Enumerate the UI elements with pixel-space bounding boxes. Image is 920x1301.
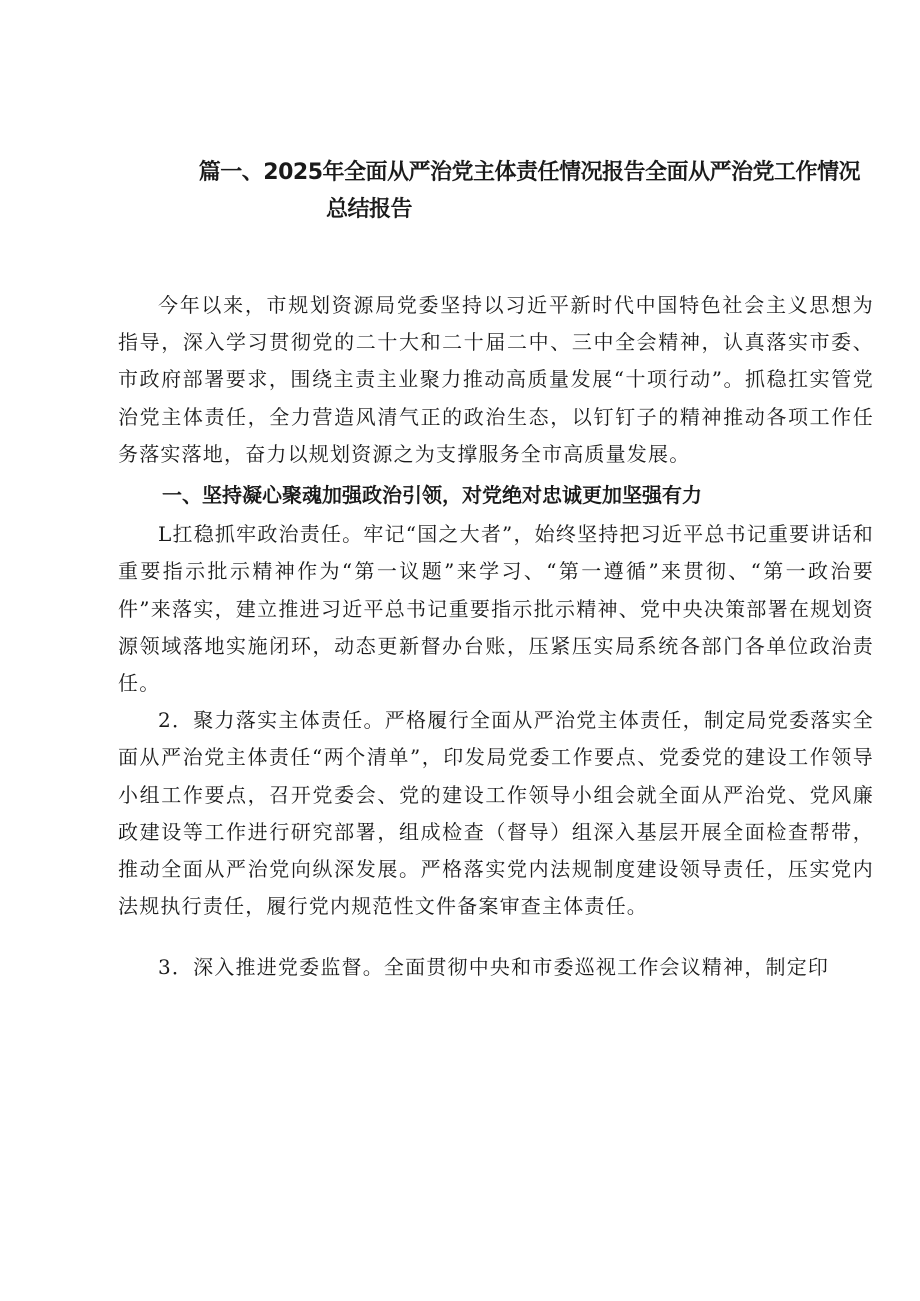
title-line-2: 总结报告 [326, 197, 413, 222]
paragraph-item-3: 3．深入推进党委监督。全面贯彻中央和市委巡视工作会议精神，制定印 [158, 955, 830, 980]
document-title [100, 154, 860, 228]
section-heading-1: 一、坚持凝心聚魂加强政治引领，对党绝对忠诚更加坚强有力 [162, 483, 702, 508]
title-line-1: 篇一、2025年全面从严治党主体责任情况报告全面从严治党工作情况 [198, 160, 860, 185]
document-body [118, 287, 874, 987]
paragraph-intro: 今年以来，市规划资源局党委坚持以习近平新时代中国特色社会主义思想为指导，深入学习贯彻党的二十大和二十届二中、三中全会精神，认真落实市委、市政府部署要求，围绕主责主业聚力推动高质量发展“十项行动”。抓稳扛实管党治党主体责任，全力营造风清气正的政治生态，以钉钉子的精神推动各项工作任务落实落地，奋力以规划资源之为支撑服务全市高质量发展。 [118, 293, 874, 466]
paragraph-item-2: 2．聚力落实主体责任。严格履行全面从严治党主体责任，制定局党委落实全面从严治党主体责任“两个清单”，印发局党委工作要点、党委党的建设工作领导小组工作要点，召开党委会、党的建设工作领导小组会就全面从严治党、党风廉政建设等工作进行研究部署，组成检查（督导）组深入基层开展全面检查帮带，推动全面从严治党向纵深发展。严格落实党内法规制度建设领导责任，压实党内法规执行责任，履行党内规范性文件备案审查主体责任。 [118, 708, 874, 919]
paragraph-item-1: L扛稳抓牢政治责任。牢记“国之大者”，始终坚持把习近平总书记重要讲话和重要指示批示精神作为“第一议题”来学习、“第一遵循”来贯彻、“第一政治要件”来落实，建立推进习近平总书记重要指示批示精神、党中央决策部署在规划资源领域落地实施闭环，动态更新督办台账，压紧压实局系统各部门各单位政治责任。 [118, 522, 874, 696]
